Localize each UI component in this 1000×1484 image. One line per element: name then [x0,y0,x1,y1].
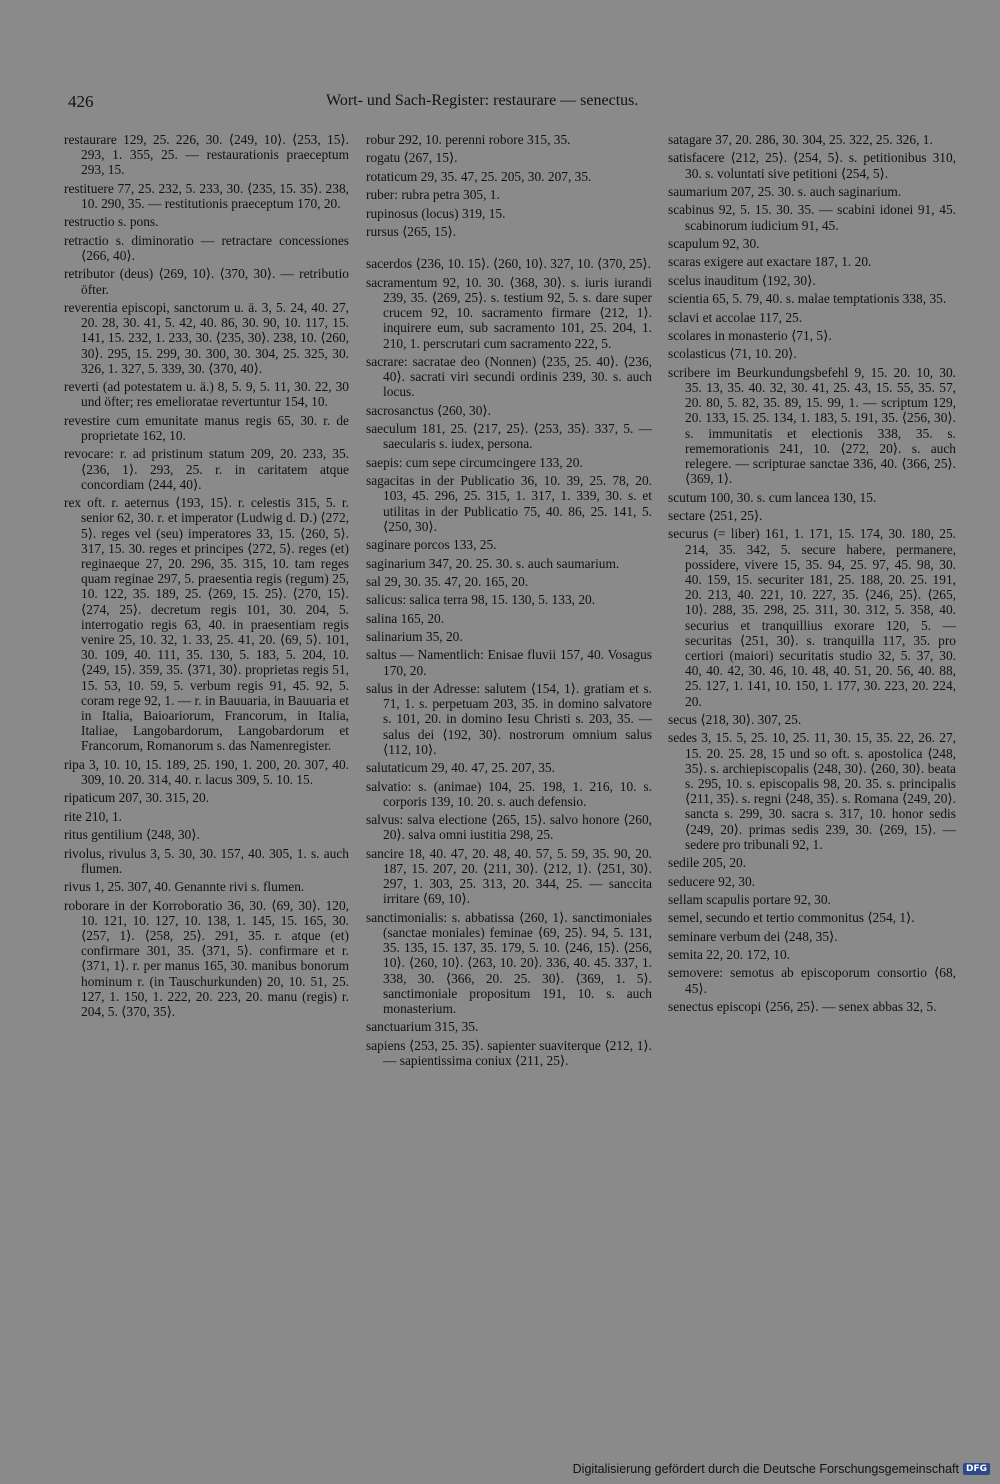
index-entry: reverti (ad potestatem u. ä.) 8, 5. 9, 5. 11, 30. 22, 30 und öfter; res emelioratae revertuntur 154, 10. [64,379,349,410]
index-entry: saltus — Namentlich: Enisae fluvii 157, 40. Vosagus 170, 20. [366,647,652,678]
index-entry: ritus gentilium ⟨248, 30⟩. [64,827,200,843]
index-entry: sedile 205, 20. [668,855,747,871]
index-entry: robur 292, 10. perenni robore 315, 35. [366,132,571,147]
index-entry: sagacitas in der Publicatio 36, 10. 39, 25. 78, 20. 103, 45. 296, 25. 315, 1. 317, 1. 339, 30. s. et utilitas in der Publicatio 75, 40. 86, 25. 141, 5. ⟨250, 30⟩. [366,473,652,534]
index-entry: ripaticum 207, 30. 315, 20. [64,790,210,806]
index-entry: saepis: cum sepe circumcingere 133, 20. [366,454,583,470]
index-column-2 [366,132,652,1071]
page-number: 426 [68,92,94,111]
index-entry: salinarium 35, 20. [366,629,463,645]
index-entry: ripa 3, 10. 10, 15. 189, 25. 190, 1. 200, 20. 307, 40. 309, 10. 20. 314, 40. r. lacus 309, 5. 10. 15. [64,756,349,787]
dfg-logo-icon: DFG [963,1463,990,1475]
index-entry: roborare in der Korroboratio 36, 30. ⟨69, 30⟩. 120, 10. 121, 10. 127, 10. 138, 1. 145, 15. 165, 30. ⟨257, 1⟩. ⟨258, 25⟩. 291, 35. r. atque (et) confirmare 301, 35. ⟨371, 5⟩. confirmare et r. ⟨371, 1⟩. r. per manus 165, 30. manibus bonorum hominum r. (in Tauschurkunden) 20, 10. 51, 25. 127, 1. 150, 1. 222, 20. 223, 20. manu (regis) r. 204, 5. ⟨370, 35⟩. [64,897,349,1019]
index-entry: scutum 100, 30. s. cum lancea 130, 15. [668,489,877,505]
index-entry: scabinus 92, 5. 15. 30. 35. — scabini idonei 91, 45. scabinorum iudicium 91, 45. [668,202,956,233]
index-entry: sal 29, 30. 35. 47, 20. 165, 20. [366,573,529,589]
index-entry: scolasticus ⟨71, 10. 20⟩. [668,346,797,362]
index-entry: restituere 77, 25. 232, 5. 233, 30. ⟨235, 15. 35⟩. 238, 10. 290, 35. — restitutionis praeceptum 170, 20. [64,180,349,211]
index-entry: securus (= liber) 161, 1. 171, 15. 174, 30. 180, 25. 214, 35. 342, 5. secure habere, permanere, possidere, vivere 15, 35. 94, 25. 97, 45. 98, 30. 40. 159, 15. securiter 181, 25. 188, 20. 25. 191, 20. 213, 40. 221, 10. 227, 35. ⟨246, 25⟩. ⟨265, 10⟩. 288, 35. 298, 25. 311, 30. 312, 5. 358, 40. securius et tranquillius exorare 120, 5. — securitas ⟨251, 30⟩. s. tranquilla 117, 35. pro certiori (maiori) securitatis studio 32, 5. 37, 30. 40, 40. 42, 30. 46, 10. 48, 40. 51, 20. 56, 40. 88, 25. 127, 1. 141, 10. 150, 1. 177, 30. 223, 20. 224, 20. [668,526,956,709]
index-entry: salvatio: s. (animae) 104, 25. 198, 1. 216, 10. s. corporis 139, 10. 20. s. auch defensio. [366,778,652,809]
index-entry: revocare: r. ad pristinum statum 209, 20. 233, 35. ⟨236, 1⟩. 293, 25. r. in caritatem atque concordiam ⟨244, 40⟩. [64,446,349,492]
index-entry: semovere: semotus ab episcoporum consortio ⟨68, 45⟩. [668,965,956,996]
index-entry: revestire cum emunitate manus regis 65, 30. r. de proprietate 162, 10. [64,412,349,443]
index-entry: ruber: rubra petra 305, 1. [366,187,500,203]
index-entry: senectus episcopi ⟨256, 25⟩. — senex abbas 32, 5. [668,999,937,1015]
index-entry: sedes 3, 15. 5, 25. 10, 25. 11, 30. 15, 35. 22, 26. 27, 15. 20. 25. 28, 15 und so oft. s. apostolica ⟨248, 35⟩. s. archiepiscopalis ⟨248, 30⟩. ⟨260, 30⟩. beata s. 295, 10. s. episcopalis 98, 20. 35. s. principalis ⟨211, 35⟩. s. regni ⟨248, 35⟩. s. Romana ⟨249, 20⟩. sancta s. 299, 30. sacra s. 317, 10. honor sedis ⟨249, 20⟩. primas sedis 239, 30. ⟨269, 15⟩. — sedere pro tribunali 92, 1. [668,730,956,852]
index-entry: rupinosus (locus) 319, 15. [366,205,506,221]
index-entry: saeculum 181, 25. ⟨217, 25⟩. ⟨253, 35⟩. 337, 5. — saecularis s. iudex, persona. [366,421,652,452]
footer-credit [573,1459,990,1479]
index-entry: semel, secundo et tertio commonitus ⟨254, 1⟩. [668,910,915,926]
index-entry: satisfacere ⟨212, 25⟩. ⟨254, 5⟩. s. petitionibus 310, 30. s. voluntati sive petitioni ⟨254, 5⟩. [668,150,956,181]
index-entry: secus ⟨218, 30⟩. 307, 25. [668,711,802,727]
index-entry: restaurare 129, 25. 226, 30. ⟨249, 10⟩. ⟨253, 15⟩. 293, 1. 355, 25. — restaurationis praeceptum 293, 15. [64,132,349,178]
index-entry: saumarium 207, 25. 30. s. auch saginarium. [668,183,902,199]
index-entry: salvus: salva electione ⟨265, 15⟩. salvo honore ⟨260, 20⟩. salva omni iustitia 298, 25. [366,812,652,843]
index-entry: saginarium 347, 20. 25. 30. s. auch saumarium. [366,555,620,571]
index-entry: scapulum 92, 30. [668,235,760,251]
index-entry: sancire 18, 40. 47, 20. 48, 40. 57, 5. 59, 35. 90, 20. 187, 15. 207, 20. ⟨211, 30⟩. ⟨212, 1⟩. ⟨251, 30⟩. 297, 1. 303, 25. 313, 20. 344, 25. — sanccita irritare ⟨69, 10⟩. [366,845,652,907]
index-entry: sacrare: sacratae deo (Nonnen) ⟨235, 25. 40⟩. ⟨236, 40⟩. sacrati viri secundi ordinis 239, 30. s. auch locus. [366,353,652,400]
index-entry: rex oft. r. aeternus ⟨193, 15⟩. r. celestis 315, 5. r. senior 62, 30. r. et imperator (Ludwig d. D.) ⟨272, 5⟩. reges vel (seu) imperatores 33, 15. ⟨260, 5⟩. 317, 15. 30. reges et principes ⟨272, 5⟩. reges (et) reginaeque 27, 20. 296, 35. 315, 10. tam reges quam reginae 297, 5. praesentia regis (regum) 25, 10. 122, 35. 189, 25. ⟨269, 15. 25⟩. ⟨270, 15⟩. ⟨274, 25⟩. decretum regis 101, 30. 204, 5. interrogatio regis 63, 40. in praesentiam regis venire 25, 10. 32, 1. 33, 25. 41, 20. ⟨69, 5⟩. 101, 30. 109, 40. 111, 35. 130, 5. 183, 5. 204, 10. ⟨249, 15⟩. 359, 35. ⟨371, 30⟩. proprietas regis 51, 15. 53, 10. 59, 5. verbum regis 91, 45. 92, 5. coram rege 92, 1. — r. in Bauuaria, in Bauuaria et in Italia, Baioariorum, Francorum, in Italia, Italiae, Langobardorum, Langobardorum et Francorum, Romanorum s. das Namenregister. [64,495,349,754]
index-entry: sellam scapulis portare 92, 30. [668,891,831,907]
index-entry: seducere 92, 30. [668,873,756,889]
index-entry: scribere im Beurkundungsbefehl 9, 15. 20. 10, 30. 35. 13, 35. 40. 32, 30. 41, 25. 43, 15. 55, 35. 57, 20. 80, 5. 82, 35. 89, 15. 99, 1. — scriptum 129, 20. 133, 15. 25. 134, 1. 183, 5. 191, 35. ⟨256, 30⟩. s. immunitatis et electionis 338, 35. s. rememorationis 241, 10. ⟨272, 20⟩. s. auch relegere. — scripturae sanctae 336, 40. ⟨366, 25⟩. ⟨369, 1⟩. [668,364,956,487]
index-entry: salus in der Adresse: salutem ⟨154, 1⟩. gratiam et s. 71, 1. s. perpetuam 203, 35. in domino salvatore s. 101, 20. in domino Iesu Christi s. 203, 35. — salus dei ⟨192, 30⟩. nostrorum omnium salus ⟨112, 10⟩. [366,681,652,757]
index-entry: salutaticum 29, 40. 47, 25. 207, 35. [366,760,555,776]
index-entry: satagare 37, 20. 286, 30. 304, 25. 322, 25. 326, 1. [668,132,933,147]
index-entry: salina 165, 20. [366,610,445,626]
index-entry: rivus 1, 25. 307, 40. Genannte rivi s. flumen. [64,879,305,895]
index-entry: reverentia episcopi, sanctorum u. ä. 3, 5. 24, 40. 27, 20. 28, 30. 41, 5. 42, 40. 86, 30. 90, 10. 117, 15. 141, 15. 232, 1. 233, 30. ⟨235, 30⟩. 238, 10. ⟨260, 30⟩. 295, 15. 299, 30. 300, 30. 304, 25. 325, 30. 326, 1. 327, 5. 339, 30. ⟨370, 40⟩. [64,299,349,376]
index-entry: retributor (deus) ⟨269, 10⟩. ⟨370, 30⟩. — retributio öfter. [64,266,349,297]
index-entry: sacerdos ⟨236, 10. 15⟩. ⟨260, 10⟩. 327, 10. ⟨370, 25⟩. [366,256,652,272]
page-header [68,92,956,116]
index-entry: scientia 65, 5. 79, 40. s. malae temptationis 338, 35. [668,291,947,307]
index-entry: sanctuarium 315, 35. [366,1019,479,1035]
index-entry: seminare verbum dei ⟨248, 35⟩. [668,928,838,944]
index-entry: sacrosanctus ⟨260, 30⟩. [366,402,491,418]
index-entry: sapiens ⟨253, 25. 35⟩. sapienter suaviterque ⟨212, 1⟩. — sapientissima coniux ⟨211, 25⟩. [366,1037,652,1069]
index-entry: saginare porcos 133, 25. [366,537,497,553]
letter-gap [366,242,652,256]
index-entry: salicus: salica terra 98, 15. 130, 5. 133, 20. [366,592,596,608]
index-entry: semita 22, 20. 172, 10. [668,947,790,963]
index-entry: sanctimonialis: s. abbatissa ⟨260, 1⟩. sanctimoniales (sanctae moniales) feminae ⟨69, 25⟩. 94, 5. 131, 35. 135, 15. 137, 35. 179, 5. 10. ⟨246, 15⟩. ⟨256, 10⟩. ⟨260, 10⟩. ⟨263, 10. 20⟩. 336, 40. 45. 337, 1. 338, 30. ⟨366, 20. 25. 30⟩. ⟨369, 1. 5⟩. sanctimoniale propositum 191, 10. s. auch monasterium. [366,909,652,1017]
index-entry: rogatu ⟨267, 15⟩. [366,150,458,166]
index-entry: sectare ⟨251, 25⟩. [668,507,763,523]
index-entry: scolares in monasterio ⟨71, 5⟩. [668,327,832,343]
footer-text: Digitalisierung gefördert durch die Deutsche Forschungsgemeinschaft [572,1462,959,1476]
index-entry: retractio s. diminoratio — retractare concessiones ⟨266, 40⟩. [64,232,349,263]
index-entry: sacramentum 92, 10. 30. ⟨368, 30⟩. s. iuris iurandi 239, 35. ⟨269, 25⟩. s. testium 92, 5. s. dare super crucem 92, 10. sacramento firmare ⟨212, 1⟩. inquirere eum, sub sacramento 101, 25. 204, 1. 210, 1. perscrutari cum sacramento 222, 5. [366,274,652,351]
index-column-3 [668,132,956,1017]
index-entry: rotaticum 29, 35. 47, 25. 205, 30. 207, 35. [366,168,592,184]
index-entry: rursus ⟨265, 15⟩. [366,223,457,239]
index-entry: rivolus, rivulus 3, 5. 30, 30. 157, 40. 305, 1. s. auch flumen. [64,845,349,876]
index-column-1 [64,132,349,1022]
index-entry: scelus inauditum ⟨192, 30⟩. [668,272,816,288]
running-title: Wort- und Sach-Register: restaurare — senectus. [326,92,639,109]
index-entry: rite 210, 1. [64,808,123,824]
index-entry: restructio s. pons. [64,214,159,230]
index-entry: sclavi et accolae 117, 25. [668,309,803,325]
index-entry: scaras exigere aut exactare 187, 1. 20. [668,254,872,270]
